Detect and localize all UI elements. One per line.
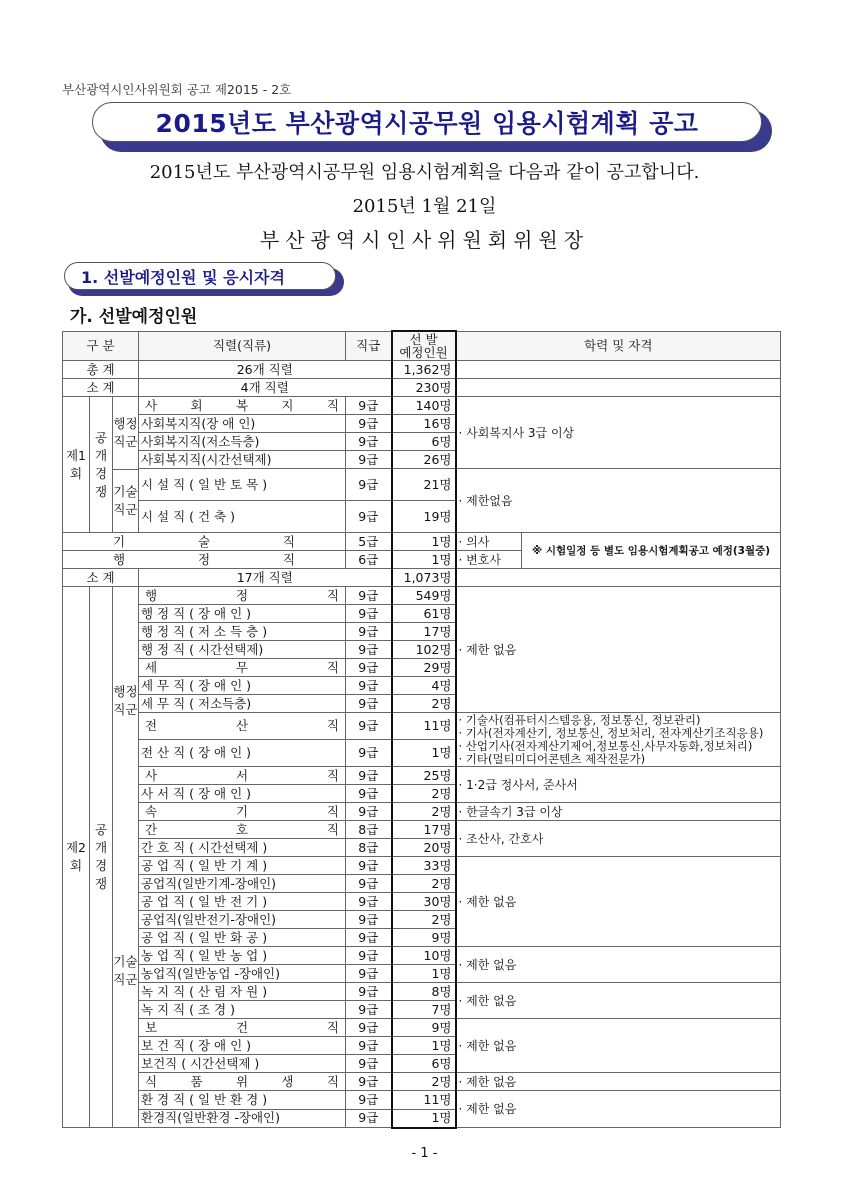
qual-it-4: · 기타(멀티미디어콘텐츠 제작전문가) (458, 751, 646, 766)
grade-cell: 9급 (346, 1055, 392, 1073)
job-cell: 보 건 직 (139, 1019, 346, 1037)
count-cell: 29명 (392, 659, 456, 677)
qual-cell: · 제한 없음 (456, 983, 781, 1019)
count-cell: 9명 (392, 929, 456, 947)
job-cell: 세 무 직 (139, 659, 346, 677)
job-cell: 환경직(일반환경 -장애인) (139, 1109, 346, 1128)
sub2-qual (456, 569, 781, 587)
count-cell: 61명 (392, 605, 456, 623)
grade-cell: 9급 (346, 767, 392, 785)
table-row (63, 1073, 781, 1091)
grade-cell: 9급 (346, 740, 392, 767)
table-row (63, 947, 781, 965)
job-cell: 보 건 직 ( 장 애 인 ) (139, 1037, 346, 1055)
count-cell: 2명 (392, 911, 456, 929)
header-division: 구 분 (63, 331, 139, 361)
exam2-division (63, 587, 139, 1128)
job-cell: 전 산 직 (139, 713, 346, 740)
grade-cell: 9급 (346, 469, 392, 501)
count-cell: 102명 (392, 641, 456, 659)
job-cell: 사 서 직 ( 장 애 인 ) (139, 785, 346, 803)
grade-cell: 9급 (346, 677, 392, 695)
qual-cell-it (456, 713, 781, 767)
sub1-label: 소 계 (63, 379, 139, 397)
count-cell: 1명 (392, 533, 456, 551)
grade-cell: 9급 (346, 875, 392, 893)
qual-cell: · 한글속기 3급 이상 (456, 803, 781, 821)
qual-cell: · 의사 (456, 533, 522, 551)
recruitment-table (62, 330, 781, 1129)
exam2-type: 공개경쟁 (90, 587, 113, 1127)
table-row (63, 983, 781, 1001)
job-cell: 공 업 직 ( 일 반 전 기 ) (139, 893, 346, 911)
qual-cell: · 제한 없음 (456, 587, 781, 713)
grade-cell: 9급 (346, 623, 392, 641)
grade-cell: 9급 (346, 641, 392, 659)
job-cell: 간 호 직 ( 시간선택제 ) (139, 839, 346, 857)
count-cell: 2명 (392, 803, 456, 821)
count-cell: 17명 (392, 623, 456, 641)
count-cell: 6명 (392, 433, 456, 451)
header-qual: 학력 및 자격 (456, 331, 781, 361)
grade-cell: 9급 (346, 587, 392, 605)
table-header-row (63, 331, 781, 361)
exam2-group-admin: 행정직군 (113, 684, 138, 717)
header-job: 직렬(직류) (139, 331, 346, 361)
grade-cell: 9급 (346, 501, 392, 533)
grade-cell: 9급 (346, 695, 392, 713)
job-cell: 녹 지 직 ( 산 림 자 원 ) (139, 983, 346, 1001)
qual-cell: · 1·2급 정사서, 준사서 (456, 767, 781, 803)
table-row (63, 469, 781, 501)
qual-cell: · 변호사 (456, 551, 522, 569)
grade-cell: 9급 (346, 911, 392, 929)
count-cell: 140명 (392, 397, 456, 415)
notice-date: 2015년 1월 21일 (352, 196, 497, 217)
job-cell: 기 술 직 (63, 533, 346, 551)
count-cell: 2명 (392, 875, 456, 893)
page-number: - 1 - (411, 1146, 438, 1161)
header-grade: 직급 (346, 331, 392, 361)
total-qual (456, 361, 781, 379)
notice-number: 부산광역시인사위원회 공고 제2015 - 2호 (62, 82, 292, 97)
job-cell: 행 정 직 ( 저 소 득 층 ) (139, 623, 346, 641)
sub2-label: 소 계 (63, 569, 139, 587)
count-cell: 6명 (392, 1055, 456, 1073)
job-cell: 속 기 직 (139, 803, 346, 821)
job-cell: 세 무 직 ( 저소득층) (139, 695, 346, 713)
grade-cell: 9급 (346, 659, 392, 677)
exam1-type: 공개경쟁 (90, 397, 113, 532)
table-row (63, 587, 781, 605)
grade-cell: 9급 (346, 605, 392, 623)
table-row (63, 803, 781, 821)
exam1-round: 제1회 (63, 397, 90, 532)
title-banner (92, 102, 772, 152)
total-count: 1,362명 (392, 361, 456, 379)
job-cell: 보건직 ( 시간선택제 ) (139, 1055, 346, 1073)
header-count: 선 발 예정인원 (392, 331, 456, 361)
count-cell: 33명 (392, 857, 456, 875)
grade-cell: 9급 (346, 857, 392, 875)
grade-cell: 6급 (346, 551, 392, 569)
job-cell: 시 설 직 ( 건 축 ) (139, 501, 346, 533)
grade-cell: 9급 (346, 433, 392, 451)
count-cell: 2명 (392, 695, 456, 713)
exam2-group-tech: 기술직군 (113, 954, 138, 987)
intro-text: 2015년도 부산광역시공무원 임용시험계획을 다음과 같이 공고합니다. (149, 162, 700, 183)
grade-cell: 9급 (346, 1091, 392, 1109)
grade-cell: 8급 (346, 839, 392, 857)
job-cell: 공 업 직 ( 일 반 화 공 ) (139, 929, 346, 947)
table-row (63, 533, 781, 551)
qual-cell: · 제한없음 (456, 469, 781, 533)
total-label: 총 계 (63, 361, 139, 379)
count-cell: 20명 (392, 839, 456, 857)
grade-cell: 9급 (346, 1001, 392, 1019)
table-row (63, 821, 781, 839)
grade-cell: 9급 (346, 713, 392, 740)
grade-cell: 9급 (346, 803, 392, 821)
grade-cell: 9급 (346, 983, 392, 1001)
job-cell: 공업직(일반전기-장애인) (139, 911, 346, 929)
count-cell: 549명 (392, 587, 456, 605)
count-cell: 25명 (392, 767, 456, 785)
section-banner (64, 262, 344, 296)
job-cell: 사회복지직(저소득층) (139, 433, 346, 451)
grade-cell: 9급 (346, 893, 392, 911)
grade-cell: 5급 (346, 533, 392, 551)
table-row (63, 713, 781, 740)
grade-cell: 9급 (346, 1019, 392, 1037)
count-cell: 8명 (392, 983, 456, 1001)
count-cell: 30명 (392, 893, 456, 911)
page-title: 2015년도 부산광역시공무원 임용시험계획 공고 (155, 109, 699, 138)
count-cell: 16명 (392, 415, 456, 433)
grade-cell: 9급 (346, 947, 392, 965)
exam1-group-admin: 행정직군 (113, 397, 138, 470)
count-cell: 11명 (392, 713, 456, 740)
count-cell: 26명 (392, 451, 456, 469)
table-row (63, 569, 781, 587)
job-cell: 공업직(일반기계-장애인) (139, 875, 346, 893)
count-cell: 17명 (392, 821, 456, 839)
count-cell: 9명 (392, 1019, 456, 1037)
table-row (63, 397, 781, 415)
count-cell: 1명 (392, 965, 456, 983)
job-cell: 세 무 직 ( 장 애 인 ) (139, 677, 346, 695)
qual-cell: · 사회복지사 3급 이상 (456, 397, 781, 469)
job-cell: 농업직(일반농업 -장애인) (139, 965, 346, 983)
sub2-count: 1,073명 (392, 569, 456, 587)
qual-cell: · 제한 없음 (456, 947, 781, 983)
job-cell: 전 산 직 ( 장 애 인 ) (139, 740, 346, 767)
job-cell: 환 경 직 ( 일 반 환 경 ) (139, 1091, 346, 1109)
job-cell: 행 정 직 ( 장 애 인 ) (139, 605, 346, 623)
job-cell: 사 서 직 (139, 767, 346, 785)
table-row (63, 361, 781, 379)
job-cell: 시 설 직 ( 일 반 토 목 ) (139, 469, 346, 501)
grade-cell: 9급 (346, 1073, 392, 1091)
qual-cell: · 조산사, 간호사 (456, 821, 781, 857)
job-cell: 행 정 직 (63, 551, 346, 569)
qual-cell: · 제한 없음 (456, 1091, 781, 1128)
count-cell: 1명 (392, 1109, 456, 1128)
section-box (64, 262, 336, 290)
job-cell: 녹 지 직 ( 조 경 ) (139, 1001, 346, 1019)
job-cell: 간 호 직 (139, 821, 346, 839)
qual-it-2: · 기사(전자계산기, 정보통신, 정보처리, 전자계산기조직응용) (458, 725, 764, 740)
qual-it-3: · 산업기사(전자계산기제어,정보통신,사무자동화,정보처리) (458, 738, 753, 753)
job-cell: 농 업 직 ( 일 반 농 업 ) (139, 947, 346, 965)
job-cell: 공 업 직 ( 일 반 기 계 ) (139, 857, 346, 875)
count-cell: 4명 (392, 677, 456, 695)
job-cell: 사 회 복 지 직 (139, 397, 346, 415)
count-cell: 2명 (392, 1073, 456, 1091)
exam1-division (63, 397, 139, 533)
grade-cell: 9급 (346, 929, 392, 947)
exam2-round: 제2회 (63, 587, 90, 1127)
table-row (63, 379, 781, 397)
grade-cell: 9급 (346, 785, 392, 803)
grade-cell: 9급 (346, 965, 392, 983)
table-row (63, 767, 781, 785)
count-cell: 21명 (392, 469, 456, 501)
table-row (63, 1091, 781, 1109)
sub2-job: 17개 직렬 (139, 569, 392, 587)
count-cell: 1명 (392, 740, 456, 767)
job-cell: 행 정 직 (139, 587, 346, 605)
count-cell: 1명 (392, 551, 456, 569)
grade-cell: 9급 (346, 451, 392, 469)
subsection-title: 가. 선발예정인원 (70, 307, 198, 327)
table-row (63, 857, 781, 875)
job-cell: 행 정 직 ( 시간선택제) (139, 641, 346, 659)
issuer: 부산광역시인사위원회위원장 (259, 228, 590, 252)
count-cell: 7명 (392, 1001, 456, 1019)
table-row (63, 1019, 781, 1037)
title-box (92, 102, 762, 142)
count-cell: 11명 (392, 1091, 456, 1109)
qual-cell: · 제한 없음 (456, 1073, 781, 1091)
grade-cell: 9급 (346, 1109, 392, 1128)
count-cell: 10명 (392, 947, 456, 965)
count-cell: 19명 (392, 501, 456, 533)
special-note: ※ 시험일정 등 별도 임용시험계획공고 예정(3월중) (522, 533, 781, 569)
grade-cell: 9급 (346, 397, 392, 415)
grade-cell: 9급 (346, 415, 392, 433)
sub1-qual (456, 379, 781, 397)
job-cell: 사회복지직(시간선택제) (139, 451, 346, 469)
grade-cell: 9급 (346, 1037, 392, 1055)
sub1-job: 4개 직렬 (139, 379, 392, 397)
qual-it-1: · 기술사(컴퓨터시스템응용, 정보통신, 정보관리) (458, 712, 701, 727)
job-cell: 사회복지직(장 애 인) (139, 415, 346, 433)
job-cell: 식 품 위 생 직 (139, 1073, 346, 1091)
count-cell: 2명 (392, 785, 456, 803)
sub1-count: 230명 (392, 379, 456, 397)
qual-cell: · 제한 없음 (456, 1019, 781, 1073)
count-cell: 1명 (392, 1037, 456, 1055)
total-job: 26개 직렬 (139, 361, 392, 379)
exam1-group-tech: 기술직군 (113, 484, 138, 517)
qual-cell: · 제한 없음 (456, 857, 781, 947)
grade-cell: 8급 (346, 821, 392, 839)
section-title: 1. 선발예정인원 및 응시자격 (81, 267, 285, 287)
